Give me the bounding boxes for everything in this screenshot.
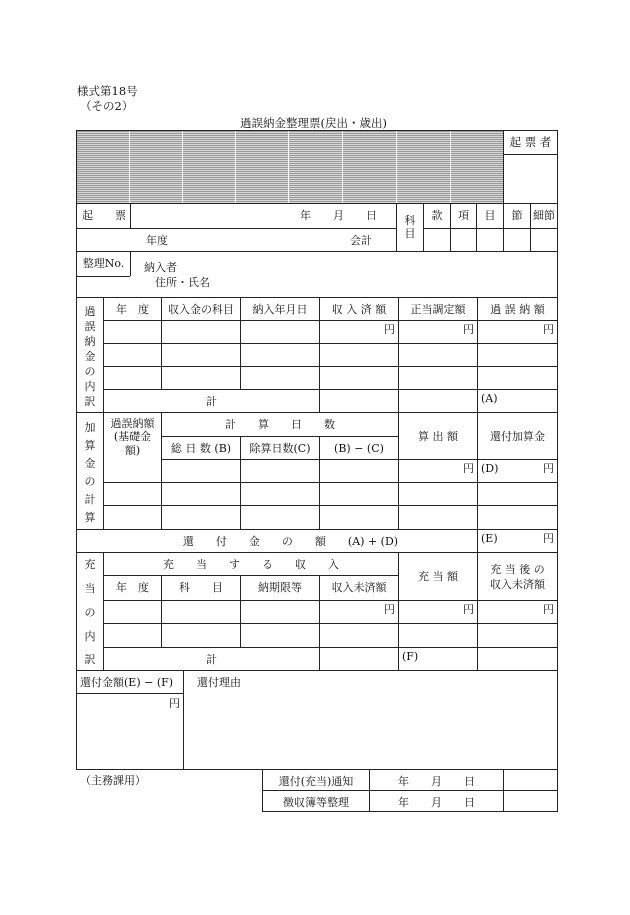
col-header-payment-date: 納入年月日: [252, 303, 308, 316]
side-char: 算: [84, 439, 96, 452]
subject-col: 節: [511, 209, 523, 222]
yen-unit: 円: [384, 603, 395, 616]
form-number: 様式第18号: [77, 84, 138, 98]
side-char: 納: [84, 335, 96, 348]
yen-unit: 円: [543, 603, 554, 616]
calc-days-header: 計 算 日 数: [225, 418, 335, 431]
side-char: 計: [84, 493, 96, 506]
side-char: の: [84, 606, 96, 619]
side-char: 金: [84, 457, 96, 470]
side-char: 算: [84, 511, 96, 524]
yen-unit: 円: [463, 323, 474, 336]
applied-income-header: 充 当 す る 収 入: [163, 558, 339, 571]
stamp-box: [183, 131, 235, 203]
notice-date: 年 月 日: [398, 775, 475, 788]
account-label: 会計: [350, 234, 372, 247]
kago-total-label: 計: [206, 395, 217, 408]
juto-total-label: 計: [206, 653, 217, 666]
juto-col-due: 納期限等: [258, 581, 302, 594]
side-char: 訳: [84, 653, 96, 666]
form-sub-number: （その2）: [80, 99, 134, 113]
side-char: 訳: [84, 395, 96, 408]
ledger-date: 年 月 日: [398, 796, 475, 809]
side-char: の: [84, 365, 96, 378]
side-char: 誤: [84, 320, 96, 333]
col-header-income-subject: 収入金の科目: [168, 303, 234, 316]
payer-address-label: 住所・氏名: [155, 276, 210, 289]
base-amount-header: 過誤納額 (基礎金 額): [110, 417, 155, 457]
subject-col: 細節: [533, 209, 555, 222]
mark-f: (F): [402, 650, 419, 663]
stamp-box: [77, 131, 129, 203]
juto-col-year: 年 度: [116, 581, 149, 594]
juto-col-subject: 科 目: [179, 581, 223, 594]
col-header-received: 収 入 済 額: [331, 303, 387, 316]
total-days-header: 総 日 数 (B): [170, 442, 232, 455]
days-diff-header: (B) − (C): [334, 442, 384, 455]
stamp-box: [236, 131, 288, 203]
side-char: 金: [84, 350, 96, 363]
side-char: 内: [84, 630, 96, 643]
subject-col: 項: [458, 209, 469, 222]
col-header-overpaid: 過 誤 納 額: [490, 303, 545, 316]
subject-label: 科 目: [404, 214, 416, 240]
side-char: 内: [84, 380, 96, 393]
kihyo-label: 起 票: [82, 209, 126, 222]
stamp-box: [451, 131, 503, 203]
refund-add-header: 還付加算金: [490, 430, 545, 443]
yen-unit: 円: [543, 462, 554, 475]
side-char: 当: [84, 582, 96, 595]
side-char: 過: [84, 305, 96, 318]
yen-unit: 円: [169, 697, 180, 710]
col-header-year: 年 度: [116, 303, 149, 316]
mark-a: (A): [481, 392, 498, 405]
yen-unit: 円: [463, 462, 474, 475]
payer-label: 納入者: [144, 261, 177, 274]
mark-e: (E): [481, 532, 498, 545]
seiri-no-label: 整理No.: [82, 257, 125, 270]
yen-unit: 円: [463, 603, 474, 616]
side-char: の: [84, 475, 96, 488]
fiscal-year-label: 年度: [146, 234, 168, 247]
excluded-days-header: 除算日数(C): [249, 442, 311, 455]
dept-label: （主務課用）: [80, 774, 146, 787]
refund-reason-label: 還付理由: [197, 676, 241, 689]
refund-total-label: 還 付 金 の 額 (A) + (D): [182, 535, 399, 548]
kihyo-date: 年 月 日: [300, 209, 377, 222]
col-header-assessed: 正当調定額: [410, 303, 466, 316]
refund-amount-label: 還付金額(E) − (F): [80, 676, 174, 689]
stamp-box: [130, 131, 182, 203]
stamp-box: [343, 131, 396, 203]
subject-col: 目: [484, 209, 496, 222]
ledger-label: 徴収簿等整理: [283, 796, 349, 809]
applied-amount-header: 充 当 額: [418, 570, 458, 583]
calc-amount-header: 算 出 額: [418, 430, 458, 443]
stamp-box: [397, 131, 450, 203]
side-char: 加: [84, 421, 96, 434]
yen-unit: 円: [384, 323, 395, 336]
drafter-label: 起 票 者: [509, 135, 552, 149]
after-unpaid-header: 充 当 後 の 収入未済額: [490, 563, 545, 592]
stamp-box: [289, 131, 342, 203]
juto-col-unpaid: 収入未済額: [331, 581, 387, 594]
form-title: 過誤納金整理票(戻出・歳出): [240, 116, 387, 130]
mark-d: (D): [481, 462, 499, 475]
notice-label: 還付(充当)通知: [278, 775, 354, 788]
yen-unit: 円: [543, 532, 554, 545]
yen-unit: 円: [543, 323, 554, 336]
side-char: 充: [84, 558, 96, 571]
subject-col: 款: [431, 209, 443, 222]
